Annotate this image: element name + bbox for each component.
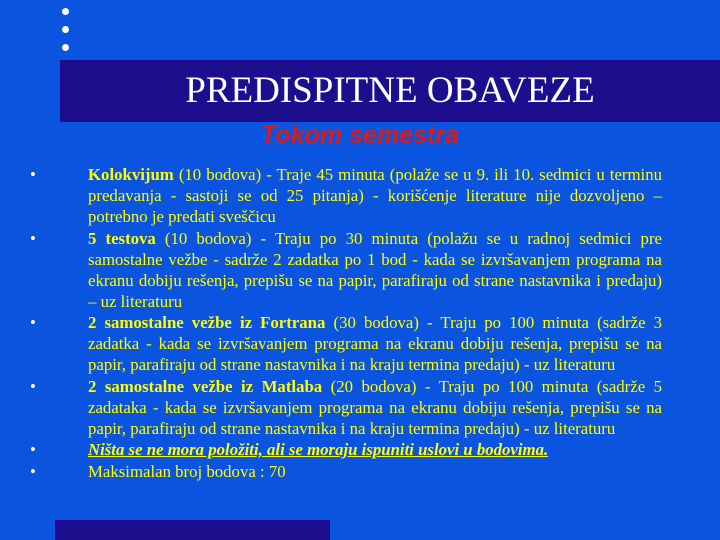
- item-text: (10 bodova) - Traje 45 minuta (polaže se u 9. ili 10. sedmici u terminu predavanja - sastoji se od 25 pitanja) - korišćenje literature nije dozvoljeno – potrebno je predati sveščicu: [88, 165, 662, 226]
- bullet-icon: •: [30, 228, 36, 248]
- bullet-icon: •: [30, 376, 36, 396]
- decorative-dot-1: [62, 8, 69, 15]
- list-item-matlab: [30, 376, 662, 439]
- item-lead: 2 samostalne vežbe iz Fortrana: [88, 313, 326, 332]
- list-item-kolokvijum: [30, 164, 662, 227]
- decorative-dot-3: [62, 44, 69, 51]
- item-text: (10 bodova) - Traju po 30 minuta (polažu se u radnoj sedmici pre samostalne vežbe - sadrže 2 zadatka po 1 bod - kada se izvršavanjem programa na ekranu dobiju rešenja, prepišu se na papir, parafiraju od strane nastavnika i predaju) – uz literaturu: [88, 228, 662, 311]
- item-text: (20 bodova) - Traju po 100 minuta (sadrže 5 zadataka - kada se izvršavanjem programa na ekranu dobiju rešenja, prepišu se na papir, parafiraju od strane nastavnika i na kraju termina predaju) - uz literaturu: [88, 376, 662, 438]
- bullet-icon: •: [30, 461, 36, 481]
- bottom-band: [55, 520, 330, 540]
- item-text: (30 bodova) - Traju po 100 minuta (sadrže 3 zadatka - kada se izvršavanjem programa na ekranu dobiju rešenja, prepišu se na papir, parafiraju od strane nastavnika i na kraju termina predaju) - uz literaturu: [88, 313, 663, 374]
- bullet-icon: •: [30, 165, 36, 184]
- decorative-dot-2: [62, 26, 69, 33]
- item-lead: Kolokvijum: [88, 165, 174, 184]
- list-item-note: [30, 439, 662, 460]
- list-item-max-points: [30, 461, 662, 482]
- item-text: Maksimalan broj bodova : 70: [88, 461, 286, 481]
- obligations-list: [30, 164, 662, 482]
- slide-title: PREDISPITNE OBAVEZE: [185, 70, 595, 111]
- item-emphasis: Ništa se ne mora položiti, ali se moraju ispuniti uslovi u bodovima.: [88, 440, 549, 459]
- bullet-icon: •: [30, 440, 36, 459]
- item-lead: 5 testova: [88, 228, 156, 248]
- list-item-testovi: [30, 228, 662, 312]
- list-item-fortran: [30, 312, 662, 375]
- slide-subtitle: Tokom semestra: [261, 121, 459, 149]
- bullet-icon: •: [30, 313, 36, 332]
- item-lead: 2 samostalne vežbe iz Matlaba: [88, 376, 323, 396]
